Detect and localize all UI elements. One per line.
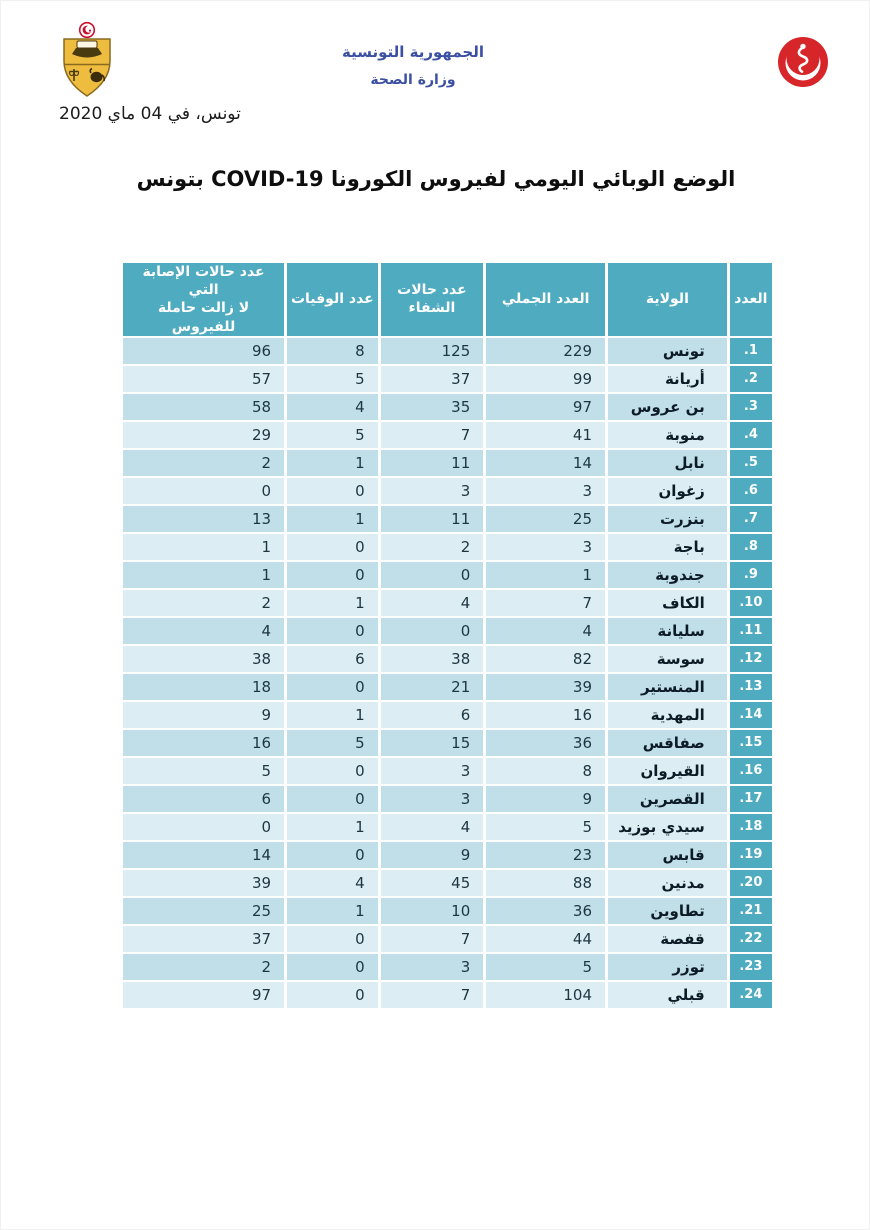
deaths-cell: 1 <box>287 506 378 532</box>
row-number-cell: 9. <box>730 562 772 588</box>
table-row <box>123 842 772 868</box>
deaths-cell: 5 <box>287 422 378 448</box>
col-header-count: العدد <box>730 263 772 336</box>
recovered-cases-cell: 6 <box>381 702 484 728</box>
col-header-active-line1: عدد حالات الإصابة التي <box>142 264 265 299</box>
governorate-cell: سيدي بوزيد <box>608 814 727 840</box>
table-header-row <box>123 263 772 336</box>
active-cases-cell: 2 <box>123 590 284 616</box>
governorate-cell: بن عروس <box>608 394 727 420</box>
col-header-active-line2: لا زالت حاملة للفيروس <box>157 300 250 335</box>
col-header-deaths: عدد الوفيات <box>287 263 378 336</box>
deaths-cell: 4 <box>287 870 378 896</box>
row-number-cell: 23. <box>730 954 772 980</box>
active-cases-cell: 13 <box>123 506 284 532</box>
recovered-cases-cell: 37 <box>381 366 484 392</box>
row-number-cell: 16. <box>730 758 772 784</box>
row-number-cell: 4. <box>730 422 772 448</box>
active-cases-cell: 29 <box>123 422 284 448</box>
active-cases-cell: 0 <box>123 814 284 840</box>
table-row <box>123 870 772 896</box>
total-cases-cell: 5 <box>486 954 605 980</box>
table-row <box>123 926 772 952</box>
governorate-cell: بنزرت <box>608 506 727 532</box>
deaths-cell: 1 <box>287 814 378 840</box>
recovered-cases-cell: 4 <box>381 814 484 840</box>
deaths-cell: 0 <box>287 842 378 868</box>
recovered-cases-cell: 3 <box>381 478 484 504</box>
recovered-cases-cell: 3 <box>381 954 484 980</box>
governorate-cell: مدنين <box>608 870 727 896</box>
total-cases-cell: 39 <box>486 674 605 700</box>
table-row <box>123 590 772 616</box>
row-number-cell: 13. <box>730 674 772 700</box>
recovered-cases-cell: 10 <box>381 898 484 924</box>
active-cases-cell: 58 <box>123 394 284 420</box>
governorate-cell: القصرين <box>608 786 727 812</box>
row-number-cell: 15. <box>730 730 772 756</box>
deaths-cell: 0 <box>287 618 378 644</box>
deaths-cell: 1 <box>287 450 378 476</box>
deaths-cell: 1 <box>287 590 378 616</box>
row-number-cell: 18. <box>730 814 772 840</box>
recovered-cases-cell: 15 <box>381 730 484 756</box>
governorate-cell: زغوان <box>608 478 727 504</box>
table-row <box>123 422 772 448</box>
table-row <box>123 982 772 1008</box>
recovered-cases-cell: 45 <box>381 870 484 896</box>
table-row <box>123 814 772 840</box>
total-cases-cell: 23 <box>486 842 605 868</box>
governorate-cell: منوبة <box>608 422 727 448</box>
total-cases-cell: 3 <box>486 478 605 504</box>
table-row <box>123 954 772 980</box>
table-row <box>123 562 772 588</box>
total-cases-cell: 25 <box>486 506 605 532</box>
active-cases-cell: 39 <box>123 870 284 896</box>
covid-table-body <box>123 338 772 1008</box>
governorate-cell: تطاوين <box>608 898 727 924</box>
row-number-cell: 24. <box>730 982 772 1008</box>
active-cases-cell: 38 <box>123 646 284 672</box>
recovered-cases-cell: 125 <box>381 338 484 364</box>
recovered-cases-cell: 0 <box>381 618 484 644</box>
deaths-cell: 0 <box>287 758 378 784</box>
col-header-recovered <box>381 263 484 336</box>
total-cases-cell: 16 <box>486 702 605 728</box>
row-number-cell: 21. <box>730 898 772 924</box>
total-cases-cell: 36 <box>486 730 605 756</box>
total-cases-cell: 82 <box>486 646 605 672</box>
governorate-cell: جندوبة <box>608 562 727 588</box>
total-cases-cell: 8 <box>486 758 605 784</box>
total-cases-cell: 229 <box>486 338 605 364</box>
total-cases-cell: 4 <box>486 618 605 644</box>
col-header-recovered-line2: الشفاء <box>408 300 456 317</box>
row-number-cell: 19. <box>730 842 772 868</box>
recovered-cases-cell: 9 <box>381 842 484 868</box>
recovered-cases-cell: 38 <box>381 646 484 672</box>
governorate-cell: قبلي <box>608 982 727 1008</box>
governorate-cell: صفاقس <box>608 730 727 756</box>
governorate-cell: قابس <box>608 842 727 868</box>
governorate-cell: نابل <box>608 450 727 476</box>
total-cases-cell: 5 <box>486 814 605 840</box>
deaths-cell: 0 <box>287 954 378 980</box>
deaths-cell: 0 <box>287 534 378 560</box>
health-ministry-logo-icon <box>777 36 829 92</box>
deaths-cell: 5 <box>287 730 378 756</box>
document-title: الوضع الوبائي اليومي لفيروس الكورونا COVID-19 بتونس <box>136 167 736 191</box>
governorate-cell: المهدية <box>608 702 727 728</box>
deaths-cell: 0 <box>287 982 378 1008</box>
active-cases-cell: 2 <box>123 450 284 476</box>
row-number-cell: 10. <box>730 590 772 616</box>
row-number-cell: 17. <box>730 786 772 812</box>
active-cases-cell: 18 <box>123 674 284 700</box>
active-cases-cell: 14 <box>123 842 284 868</box>
governorate-cell: القيروان <box>608 758 727 784</box>
recovered-cases-cell: 3 <box>381 758 484 784</box>
table-row <box>123 534 772 560</box>
governorate-cell: قفصة <box>608 926 727 952</box>
col-header-recovered-line1: عدد حالات <box>397 282 467 299</box>
row-number-cell: 3. <box>730 394 772 420</box>
total-cases-cell: 88 <box>486 870 605 896</box>
deaths-cell: 1 <box>287 702 378 728</box>
active-cases-cell: 6 <box>123 786 284 812</box>
table-row <box>123 394 772 420</box>
table-row <box>123 366 772 392</box>
total-cases-cell: 3 <box>486 534 605 560</box>
total-cases-cell: 104 <box>486 982 605 1008</box>
recovered-cases-cell: 7 <box>381 422 484 448</box>
covid-stats-table <box>120 261 775 1010</box>
total-cases-cell: 1 <box>486 562 605 588</box>
table-row <box>123 702 772 728</box>
active-cases-cell: 37 <box>123 926 284 952</box>
recovered-cases-cell: 35 <box>381 394 484 420</box>
row-number-cell: 1. <box>730 338 772 364</box>
col-header-active <box>123 263 284 336</box>
total-cases-cell: 9 <box>486 786 605 812</box>
table-row <box>123 730 772 756</box>
table-row <box>123 450 772 476</box>
active-cases-cell: 25 <box>123 898 284 924</box>
governorate-cell: الكاف <box>608 590 727 616</box>
active-cases-cell: 2 <box>123 954 284 980</box>
total-cases-cell: 36 <box>486 898 605 924</box>
deaths-cell: 6 <box>287 646 378 672</box>
deaths-cell: 0 <box>287 926 378 952</box>
recovered-cases-cell: 11 <box>381 450 484 476</box>
row-number-cell: 6. <box>730 478 772 504</box>
row-number-cell: 22. <box>730 926 772 952</box>
row-number-cell: 11. <box>730 618 772 644</box>
deaths-cell: 1 <box>287 898 378 924</box>
active-cases-cell: 1 <box>123 562 284 588</box>
active-cases-cell: 0 <box>123 478 284 504</box>
deaths-cell: 0 <box>287 478 378 504</box>
col-header-governorate: الولاية <box>608 263 727 336</box>
republic-title: الجمهورية التونسية <box>342 43 484 61</box>
deaths-cell: 8 <box>287 338 378 364</box>
date-line: تونس، في 04 ماي 2020 <box>59 104 241 124</box>
row-number-cell: 12. <box>730 646 772 672</box>
governorate-cell: تونس <box>608 338 727 364</box>
recovered-cases-cell: 7 <box>381 982 484 1008</box>
governorate-cell: أريانة <box>608 366 727 392</box>
active-cases-cell: 96 <box>123 338 284 364</box>
row-number-cell: 8. <box>730 534 772 560</box>
total-cases-cell: 7 <box>486 590 605 616</box>
table-row <box>123 478 772 504</box>
total-cases-cell: 14 <box>486 450 605 476</box>
ministry-title: وزارة الصحة <box>370 72 456 88</box>
total-cases-cell: 97 <box>486 394 605 420</box>
total-cases-cell: 41 <box>486 422 605 448</box>
table-row <box>123 786 772 812</box>
table-row <box>123 646 772 672</box>
deaths-cell: 5 <box>287 366 378 392</box>
recovered-cases-cell: 11 <box>381 506 484 532</box>
tunisia-coat-of-arms-icon <box>57 21 117 103</box>
table-row <box>123 506 772 532</box>
deaths-cell: 0 <box>287 562 378 588</box>
table-row <box>123 618 772 644</box>
recovered-cases-cell: 3 <box>381 786 484 812</box>
total-cases-cell: 44 <box>486 926 605 952</box>
deaths-cell: 0 <box>287 786 378 812</box>
governorate-cell: سليانة <box>608 618 727 644</box>
active-cases-cell: 16 <box>123 730 284 756</box>
recovered-cases-cell: 4 <box>381 590 484 616</box>
governorate-cell: المنستير <box>608 674 727 700</box>
covid-stats-table-wrapper <box>120 261 780 1010</box>
table-row <box>123 674 772 700</box>
governorate-cell: سوسة <box>608 646 727 672</box>
active-cases-cell: 5 <box>123 758 284 784</box>
total-cases-cell: 99 <box>486 366 605 392</box>
active-cases-cell: 4 <box>123 618 284 644</box>
row-number-cell: 2. <box>730 366 772 392</box>
recovered-cases-cell: 7 <box>381 926 484 952</box>
governorate-cell: توزر <box>608 954 727 980</box>
table-row <box>123 338 772 364</box>
active-cases-cell: 97 <box>123 982 284 1008</box>
row-number-cell: 7. <box>730 506 772 532</box>
active-cases-cell: 1 <box>123 534 284 560</box>
recovered-cases-cell: 0 <box>381 562 484 588</box>
recovered-cases-cell: 2 <box>381 534 484 560</box>
deaths-cell: 0 <box>287 674 378 700</box>
table-row <box>123 758 772 784</box>
letterhead-center <box>301 43 525 88</box>
col-header-total: العدد الجملي <box>486 263 605 336</box>
row-number-cell: 14. <box>730 702 772 728</box>
table-row <box>123 898 772 924</box>
active-cases-cell: 57 <box>123 366 284 392</box>
active-cases-cell: 9 <box>123 702 284 728</box>
deaths-cell: 4 <box>287 394 378 420</box>
recovered-cases-cell: 21 <box>381 674 484 700</box>
governorate-cell: باجة <box>608 534 727 560</box>
row-number-cell: 5. <box>730 450 772 476</box>
row-number-cell: 20. <box>730 870 772 896</box>
